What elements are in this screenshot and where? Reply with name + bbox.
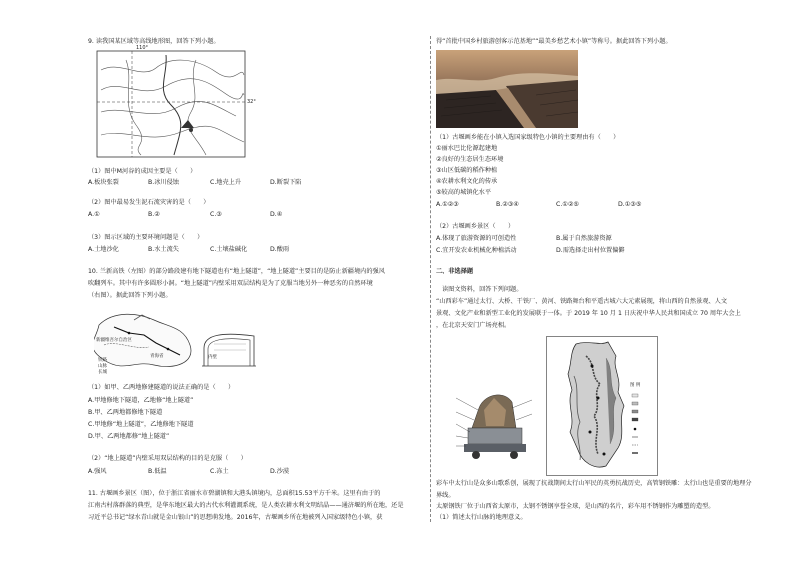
q11-item-3: ③山区低碳的稻作种植 [436,167,498,174]
q11-sub2-opt-b[interactable]: B.属于自然旅游资源 [556,235,612,242]
q11-continuation: 得“首批中国乡村旅游创客示范基地”“最美乡愁艺术小镇”等称号。据此回答下列小题。 [436,38,672,45]
q11-sub1-opt-a[interactable]: A.①②③ [436,201,459,208]
shanxi-map [546,336,658,476]
float-car-image [454,380,534,468]
q9-sub1: （1）图中M河谷的成因主要是（ ） [88,168,197,175]
q11-sub1-opt-b[interactable]: B.②③④ [496,201,519,208]
q10-line1: 10. 兰新高铁（左图）的部分路段建有地下隧道也有“地上隧道”，“地上隧道”主要目的是防止新疆境内的强风 [88,268,385,275]
q12-line3: 景观、文化产业和新型工业化的发展联于一体。于 2019 年 10 月 1 日庆祝中华人民共和国成立 70 周年大会上 [436,310,741,317]
q10-sub1-opt-c[interactable]: C.甲地修“地上隧道”，乙地修地下隧道 [88,421,194,428]
q11-sub1-opt-c[interactable]: C.①②⑤ [556,201,579,208]
q12-line4: ，在北京天安门广场亮相。 [436,322,511,329]
town-photo [436,50,578,128]
q10-sub1-opt-d[interactable]: D.甲、乙两地都修“地上隧道” [88,433,170,440]
legend-wall: 长城 [98,370,107,375]
q10-sub2: （2）“地上隧道”内壁采用双层结构的目的是克服（ ） [88,455,247,462]
tunnel-inner-wall-label: 内壁 [208,355,217,360]
q9-sub1-opt-c[interactable]: C.地壳上升 [210,179,242,186]
q9-sub3-opt-b[interactable]: B.水土流失 [148,246,179,253]
railway-map-figure [94,305,194,377]
contour-map-figure [96,45,256,160]
q9-sub2-opt-c[interactable]: C.③ [210,211,222,218]
q9-sub2-opt-d[interactable]: D.④ [270,211,283,218]
tunnel-drawing [200,330,258,370]
q12-line2: “山西彩车”通过太行、大桥、干铁厂、黄河、铁路舞台和平遥古城六大元素展现，将山西的自然景观、人文 [436,298,728,305]
q10-line2: 吹翻列车。其中有许多圆形小洞。“地上隧道”内壁采用双层结构是为了克服当地另外一种恶劣的自然环境 [88,280,373,287]
q9-sub3-opt-d[interactable]: D.酸雨 [270,246,290,253]
section-heading: 二、非选择题 [436,268,474,275]
legend-rail: 铁路 [98,358,107,363]
q9-sub3: （3）图示区域的主要环境问题是（ ） [88,234,204,241]
q9-sub3-opt-a[interactable]: A.土地沙化 [88,246,119,253]
map-region-xinjiang: 新疆维吾尔自治区 [96,338,132,343]
q9-sub1-opt-a[interactable]: A.板块张裂 [88,179,119,186]
contour-map [96,50,246,160]
map-latitude-label: 32° [247,99,256,105]
q9-sub1-opt-b[interactable]: B.冰川侵蚀 [148,179,179,186]
q11-sub1-opt-d[interactable]: D.①③⑤ [618,201,642,208]
q11-sub2-opt-a[interactable]: A.体现了旅游资源的可创造性 [436,235,517,242]
map-legend-title: 图 例 [630,383,641,388]
q12-intro: 读图文资料，回答下列问题。 [442,286,523,293]
q11-sub1: （1）古堰画乡能在小镇入选国家级特色小镇的主要理由有（ ） [436,134,620,141]
q10-sub2-opt-b[interactable]: B.低温 [148,468,167,475]
town-photo-image [436,50,578,128]
q10-sub1: （1）如甲、乙两地修建隧道的说法正确的是（ ） [88,384,235,391]
caption-line2: 界线。 [436,492,455,499]
q10-sub2-opt-d[interactable]: D.沙漠 [270,468,290,475]
shanxi-map-figure [546,336,658,476]
q10-sub2-opt-c[interactable]: C.冻土 [210,468,229,475]
q10-sub2-opt-a[interactable]: A.强风 [88,468,107,475]
q11-sub2-opt-c[interactable]: C.宜开发农业机械化种植活动 [436,247,517,254]
caption-line1: 彩车中太行山是众多山歌系创，展现了抗战期间太行山军民的英勇抗战历史，高管钢铁雕：太行山也是重要的地理分 [436,480,752,487]
q9-sub1-opt-d[interactable]: D.断裂下陷 [270,179,302,186]
legend-mountain: 山脉 [98,364,107,369]
q11-item-2: ②良好的生态居生态环境 [436,156,504,163]
q11-sub2-opt-d[interactable]: D.需选择走出村位置偏僻 [556,247,625,254]
q11-item-1: ①丽水巴比伦源起建地 [436,145,498,152]
column-divider [430,36,431,522]
float-car-figure [454,380,534,468]
q9-sub2-opt-a[interactable]: A.① [88,211,100,218]
tunnel-figure [200,330,258,370]
caption-line3: 太原钢铁厂位于山西省太原市，太钢不锈钢享誉全球，是山西的名片，彩车用不锈钢作为雕塑的造型。 [436,503,715,510]
q11-line2: 江南古村落群落的典型，是华东地区最大的古代水利灌溉系统，是人类农耕水利文明结晶——通济堰的所在地，还是 [88,502,404,509]
q11-line3: 习近平总书记“绿水青山就是金山银山”的思想萌发地。2016年，古堰画乡所在地被列入国家级特色小镇，获 [88,514,383,521]
map-longitude-label: 110° [136,45,149,51]
q9-sub3-opt-c[interactable]: C.土壤盐碱化 [210,246,248,253]
q11-line1: 11. 古堰画乡景区（图），位于浙江省丽水市碧湖镇和大港头镇境内，总面积15.53平方千米。这里有由于的 [88,490,381,497]
q9-stem: 9. 读我国某区域等高线地形图，回答下列小题。 [88,38,220,45]
map-region-qinghai: 青海省 [150,354,164,359]
q10-sub1-opt-b[interactable]: B.甲、乙两地都修地下隧道 [88,409,163,416]
q12-sub1: （1）简述太行山脉的地理意义。 [436,514,527,521]
q11-item-4: ④农耕水利文化的传承 [436,178,498,185]
q11-sub2: （2）古堰画乡景区（ ） [436,223,515,230]
q9-sub2: （2）图中最易发生泥石流灾害的是（ ） [88,199,210,206]
q9-sub2-opt-b[interactable]: B.② [148,211,160,218]
q10-line3: （右图）。据此回答下列小题。 [88,292,172,299]
q11-item-5: ⑤较高的城镇化水平 [436,189,492,196]
q10-sub1-opt-a[interactable]: A.甲地修地下隧道，乙地修“地上隧道” [88,397,194,404]
